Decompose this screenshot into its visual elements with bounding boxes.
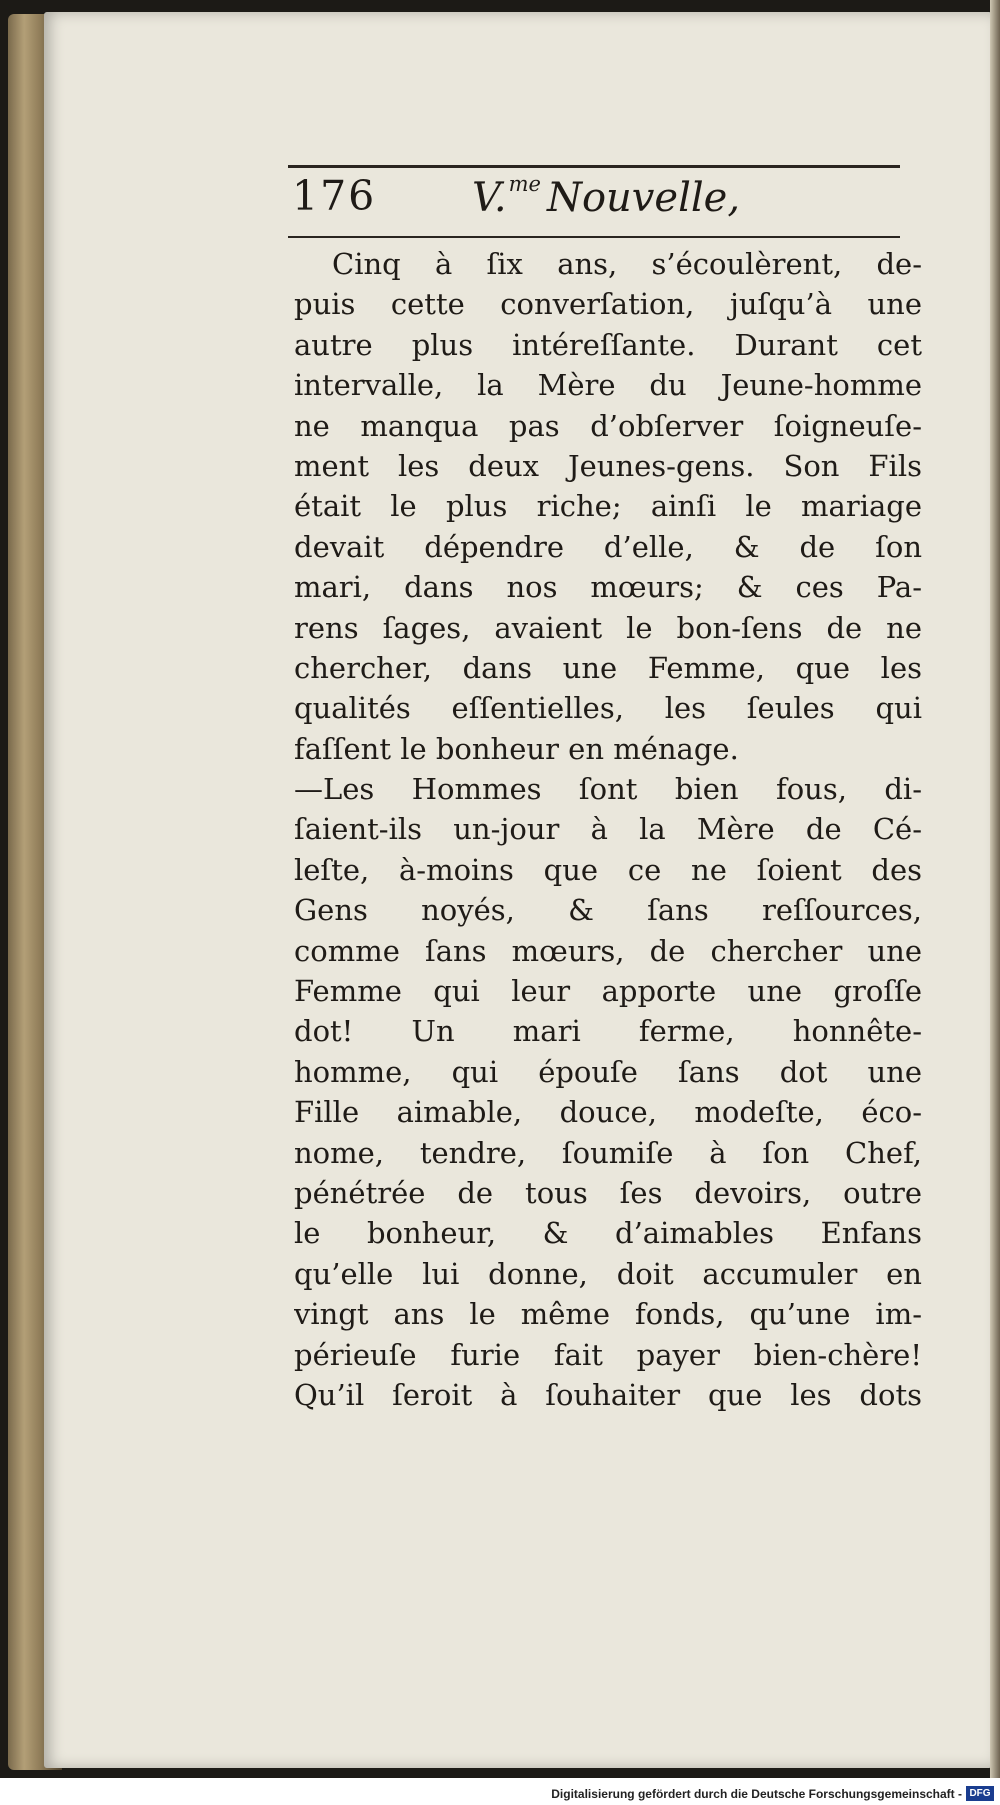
text-line: Femme qui leur apporte une groſſe xyxy=(294,974,922,1009)
text-line: Qu’il ſeroit à ſouhaiter que les dots xyxy=(294,1377,922,1412)
page-number: 176 xyxy=(292,172,377,220)
page-right-edge xyxy=(990,0,1000,1778)
text-line: dot! Un mari ferme, honnête- xyxy=(294,1014,922,1049)
text-line: —Les Hommes ſont bien fous, di- xyxy=(294,772,922,807)
text-line: homme, qui épouſe ſans dot une xyxy=(294,1054,922,1089)
text-line: leſte, à-moins que ce ne ſoient des xyxy=(294,852,922,887)
funding-credit: Digitalisierung gefördert durch die Deutsche Forschungsgemeinschaft - xyxy=(551,1787,962,1801)
text-line: autre plus intéreſſante. Durant cet xyxy=(294,327,922,362)
running-head xyxy=(472,172,740,221)
text-line: Cinq à ſix ans, s’écoulèrent, de- xyxy=(332,247,922,281)
text-line: périeuſe furie fait payer bien-chère! xyxy=(294,1337,922,1372)
text-line: devait dépendre d’elle, & de ſon xyxy=(294,529,922,564)
text-line: ne manqua pas d’obſerver ſoigneuſe- xyxy=(294,408,922,443)
text-line: nome, tendre, ſoumiſe à ſon Chef, xyxy=(294,1135,922,1170)
body-text xyxy=(294,244,922,1415)
text-line: mari, dans nos mœurs; & ces Pa- xyxy=(294,570,922,605)
text-line: intervalle, la Mère du Jeune-homme xyxy=(294,368,922,403)
text-line: comme ſans mœurs, de chercher une xyxy=(294,933,922,968)
text-line: Gens noyés, & ſans reſſources, xyxy=(294,893,922,928)
dfg-logo-icon: DFG xyxy=(966,1786,994,1801)
text-line: ment les deux Jeunes-gens. Son Fils xyxy=(294,448,922,483)
running-head-title: Nouvelle, xyxy=(546,175,741,221)
header-rule-bottom xyxy=(288,236,900,238)
text-line: pénétrée de tous ſes devoirs, outre xyxy=(294,1175,922,1210)
text-line: puis cette converſation, juſqu’à une xyxy=(294,287,922,322)
text-line: Fille aimable, douce, modeſte, éco- xyxy=(294,1095,922,1130)
text-line: était le plus riche; ainſi le mariage xyxy=(294,489,922,524)
text-line: chercher, dans une Femme, que les xyxy=(294,650,922,685)
text-line: qu’elle lui donne, doit accumuler en xyxy=(294,1256,922,1291)
text-line: le bonheur, & d’aimables Enfans xyxy=(294,1216,922,1251)
text-line: rens ſages, avaient le bon-ſens de ne xyxy=(294,610,922,645)
text-line: faſſent le bonheur en ménage. xyxy=(294,731,739,766)
running-head-superscript: me xyxy=(508,172,541,196)
text-line: vingt ans le même fonds, qu’une im- xyxy=(294,1297,922,1332)
text-line: qualités eſſentielles, les ſeules qui xyxy=(294,691,922,726)
header-rule-top xyxy=(288,165,900,168)
text-line: ſaient-ils un-jour à la Mère de Cé- xyxy=(294,812,922,847)
running-head-numeral: V. xyxy=(472,175,507,221)
